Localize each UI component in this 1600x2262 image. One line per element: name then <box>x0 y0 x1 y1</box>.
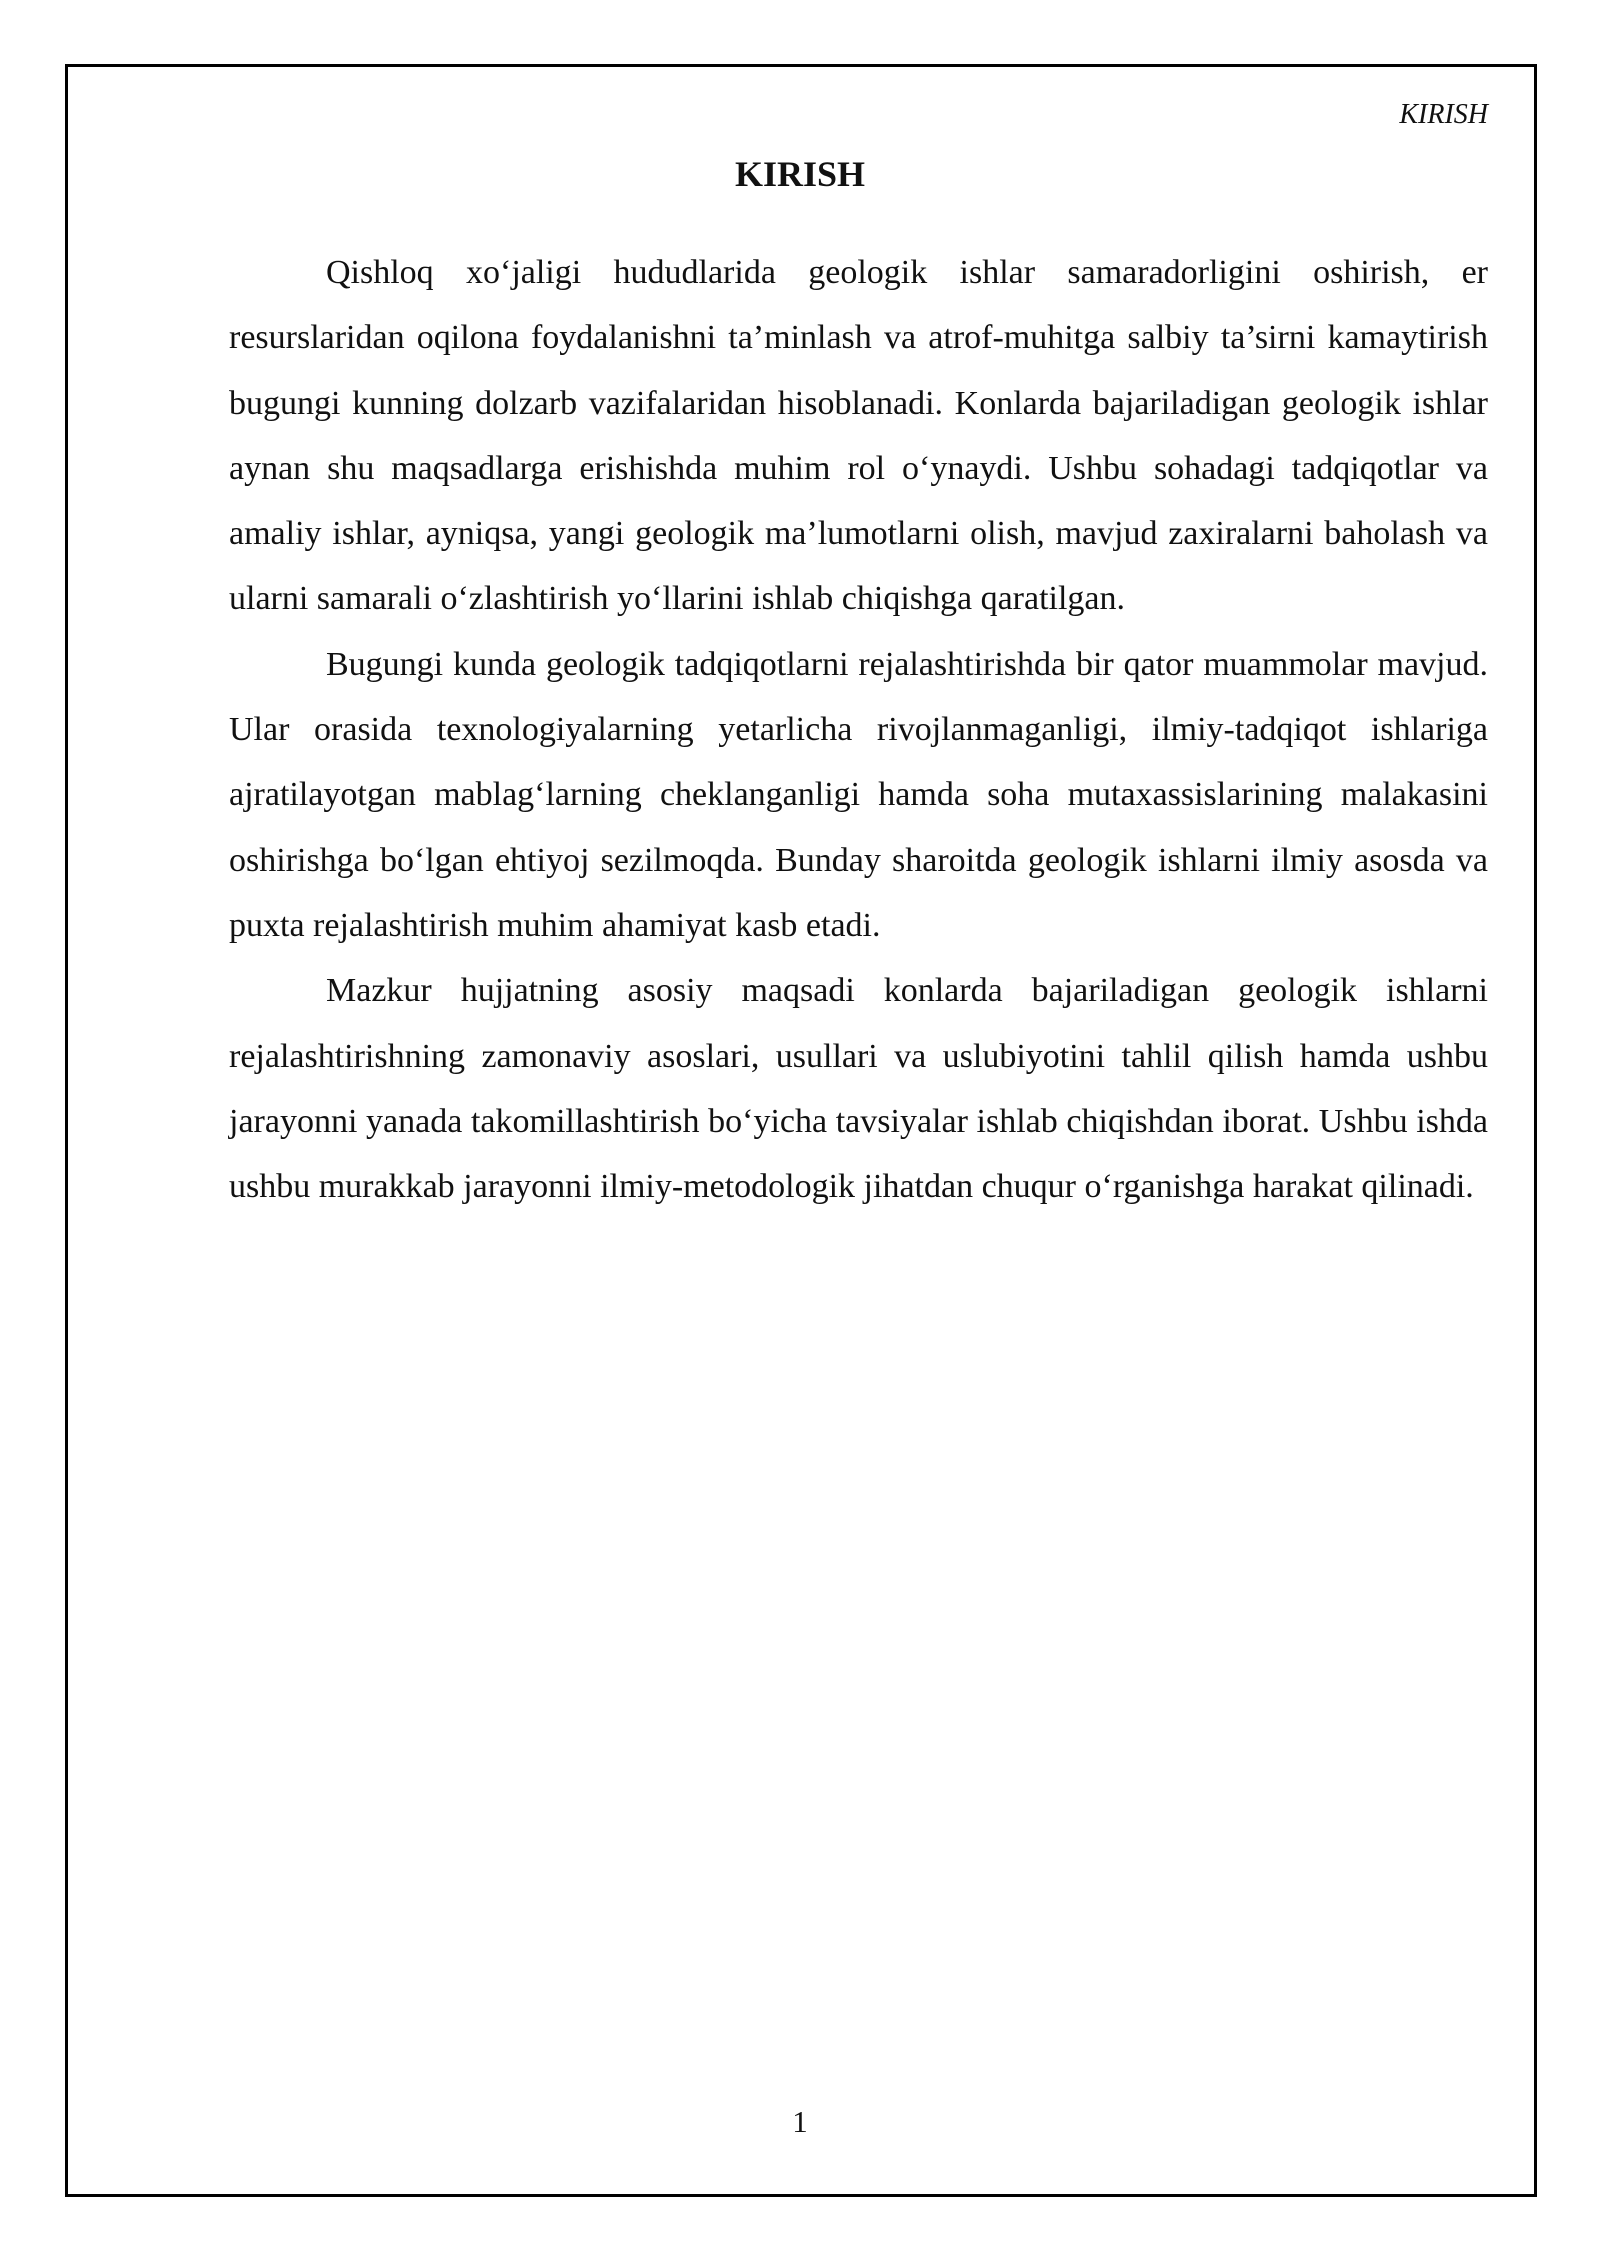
paragraph-2: Bugungi kunda geologik tadqiqotlarni rejalashtirishda bir qator muammolar mavjud. Ular orasida texnologiyalarning yetarlicha rivojlanmaganligi, ilmiy-tadqiqot ishlariga ajratilayotgan mablag‘larning cheklanganligi hamda soha mutaxassislarining malakasini oshirishga bo‘lgan ehtiyoj sezilmoqda. Bunday sharoitda geologik ishlarni ilmiy asosda va puxta rejalashtirish muhim ahamiyat kasb etadi. <box>229 645 1488 944</box>
running-header: KIRISH <box>1399 99 1488 130</box>
paragraph-3: Mazkur hujjatning asosiy maqsadi konlarda bajariladigan geologik ishlarni rejalashtirishning zamonaviy asoslari, usullari va uslubiyotini tahlil qilish hamda ushbu jarayonni yanada takomillashtirish bo‘yicha tavsiyalar ishlab chiqishdan iborat. Ushbu ishda ushbu murakkab jarayonni ilmiy-metodologik jihatdan chuqur o‘rganishga harakat qilinadi. <box>229 972 1488 1206</box>
paragraph-1: Qishloq xo‘jaligi hududlarida geologik ishlar samaradorligini oshirish, er resurslaridan oqilona foydalanishni ta’minlash va atrof-muhitga salbiy ta’sirni kamaytirish bugungi kunning dolzarb vazifalaridan hisoblanadi. Konlarda bajariladigan geologik ishlar aynan shu maqsadlarga erishishda muhim rol o‘ynaydi. Ushbu sohadagi tadqiqotlar va amaliy ishlar, ayniqsa, yangi geologik ma’lumotlarni olish, mavjud zaxiralarni baholash va ularni samarali o‘zlashtirish yo‘llarini ishlab chiqishga qaratilgan. <box>229 254 1488 618</box>
page-title: KIRISH <box>734 154 866 194</box>
page-number: 1 <box>792 2104 808 2139</box>
body-text <box>229 240 1488 1219</box>
